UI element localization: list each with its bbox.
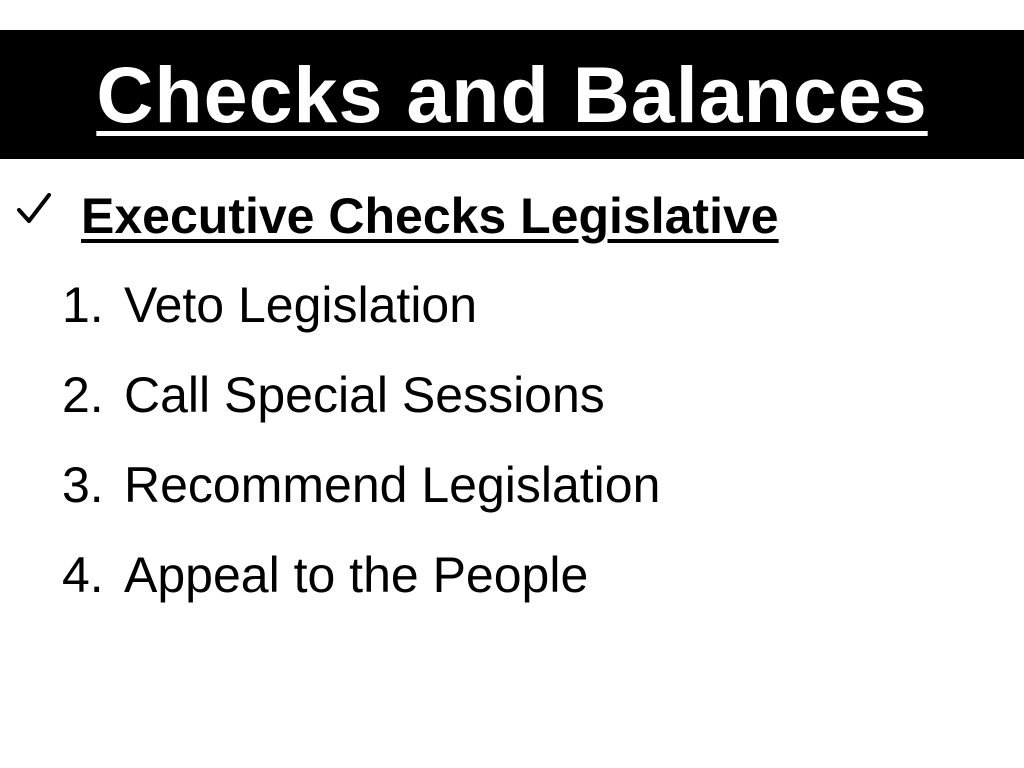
bullet-heading: Executive Checks Legislative — [81, 188, 779, 244]
list-item-text: Veto Legislation — [124, 277, 478, 333]
list-item-text: Appeal to the People — [124, 547, 589, 603]
list-item-number: 1. — [62, 277, 104, 333]
list-item-text: Recommend Legislation — [124, 457, 661, 513]
checkmark-icon — [14, 189, 54, 229]
list-item-number: 3. — [62, 457, 104, 513]
list-item-number: 2. — [62, 367, 104, 423]
list-item-text: Call Special Sessions — [124, 367, 605, 423]
list-item-number: 4. — [62, 547, 104, 603]
slide-title: Checks and Balances — [96, 50, 928, 139]
